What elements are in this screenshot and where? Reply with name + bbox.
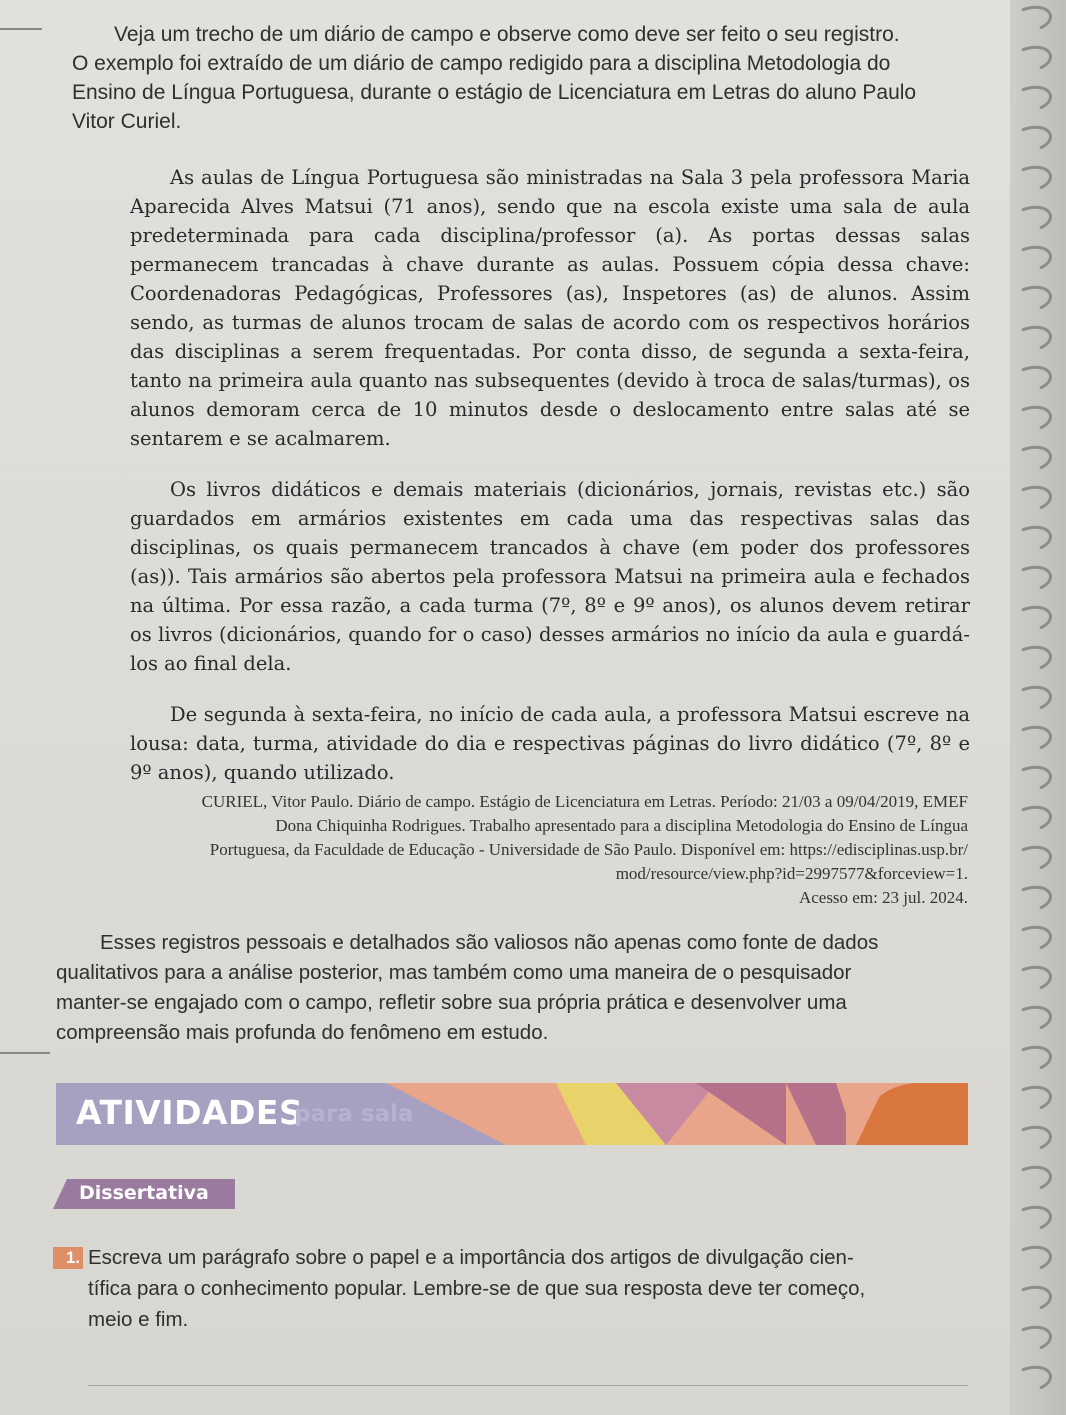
citation: [60, 790, 968, 910]
citation-line-1: CURIEL, Vitor Paulo. Diário de campo. Estágio de Licenciatura em Letras. Período: 21/03 a 09/04/2019, EMEF: [201, 792, 968, 811]
intro-line-3: Ensino de Língua Portuguesa, durante o estágio de Licenciatura em Letras do aluno Paulo: [72, 81, 917, 104]
question-line-1: Escreva um parágrafo sobre o papel e a importância dos artigos de divulgação cien-: [88, 1246, 854, 1269]
intro-line-1: Veja um trecho de um diário de campo e observe como deve ser feito o seu registro.: [114, 23, 900, 46]
activities-banner: [56, 1083, 968, 1145]
badge-label: Dissertativa: [79, 1182, 209, 1204]
spiral-rings: [1010, 0, 1066, 1415]
citation-line-2: Dona Chiquinha Rodrigues. Trabalho apresentado para a disciplina Metodologia do Ensino de Língua: [275, 816, 968, 835]
intro-line-4: Vitor Curiel.: [72, 110, 182, 133]
answer-line: [88, 1385, 968, 1386]
intro-line-2: O exemplo foi extraído de um diário de campo redigido para a disciplina Metodologia do: [72, 52, 891, 75]
citation-line-4: mod/resource/view.php?id=2997577&forceview=1.: [615, 864, 968, 883]
question-line-3: meio e fim.: [88, 1308, 189, 1331]
closing-paragraph: [56, 928, 968, 1048]
question-number: 1.: [53, 1247, 83, 1269]
closing-line-4: compreensão mais profunda do fenômeno em estudo.: [56, 1021, 549, 1044]
question-line-2: tífica para o conhecimento popular. Lembre-se de que sua resposta deve ter começo,: [88, 1277, 866, 1300]
activities-subtitle: para sala: [294, 1101, 414, 1127]
intro-text: [72, 20, 972, 136]
citation-line-5: Acesso em: 23 jul. 2024.: [798, 888, 968, 907]
activities-title: ATIVIDADES: [76, 1093, 304, 1132]
closing-line-1: Esses registros pessoais e detalhados são valiosos não apenas como fonte de dados: [100, 931, 879, 954]
dissertativa-badge: [53, 1179, 235, 1209]
closing-line-2: qualitativos para a análise posterior, mas também como uma maneira de o pesquisador: [56, 961, 852, 984]
spiral-binding: [1010, 0, 1066, 1415]
excerpt-paragraph-1: As aulas de Língua Portuguesa são ministradas na Sala 3 pela professora Maria Aparecida Alves Matsui (71 anos), sendo que na escola existe uma sala de aula predeterminada para cada disciplina/professor (a). As portas dessas salas permanecem trancadas à chave durante as aulas. Possuem cópia dessa chave: Coordenadoras Pedagógicas, Professores (as), Inspetores (as) de alunos. Assim sendo, as turmas de alunos trocam de salas de acordo com os respectivos horários das disciplinas a serem frequentadas. Por conta disso, de segunda a sexta-feira, tanto na primeira aula quanto nas subsequentes (devido à troca de salas/turmas), os alunos demoram cerca de 10 minutos desde o deslocamento entre salas até se sentarem e se acalmarem.: [130, 166, 970, 450]
frame-line-bottom: [0, 1052, 50, 1054]
citation-line-3: Portuguesa, da Faculdade de Educação - Universidade de São Paulo. Disponível em: https://edisciplinas.usp.br/: [209, 840, 968, 859]
question-text: [88, 1242, 968, 1335]
excerpt-paragraph-3: De segunda à sexta-feira, no início de cada aula, a professora Matsui escreve na lousa: data, turma, atividade do dia e respectivas páginas do livro didático (7º, 8º e 9º anos), quando utilizado.: [130, 703, 970, 784]
closing-line-3: manter-se engajado com o campo, refletir sobre sua própria prática e desenvolver uma: [56, 991, 847, 1014]
excerpt-paragraph-2: Os livros didáticos e demais materiais (dicionários, jornais, revistas etc.) são guardados em armários existentes em cada uma das respectivas salas das disciplinas, os quais permanecem trancados à chave (em poder dos professores (as)). Tais armários são abertos pela professora Matsui na primeira aula e fechados na última. Por essa razão, a cada turma (7º, 8º e 9º anos), os alunos devem retirar os livros (dicionários, quando for o caso) desses armários no início da aula e guardá-los ao final dela.: [130, 478, 970, 675]
frame-line-top: [0, 28, 42, 30]
